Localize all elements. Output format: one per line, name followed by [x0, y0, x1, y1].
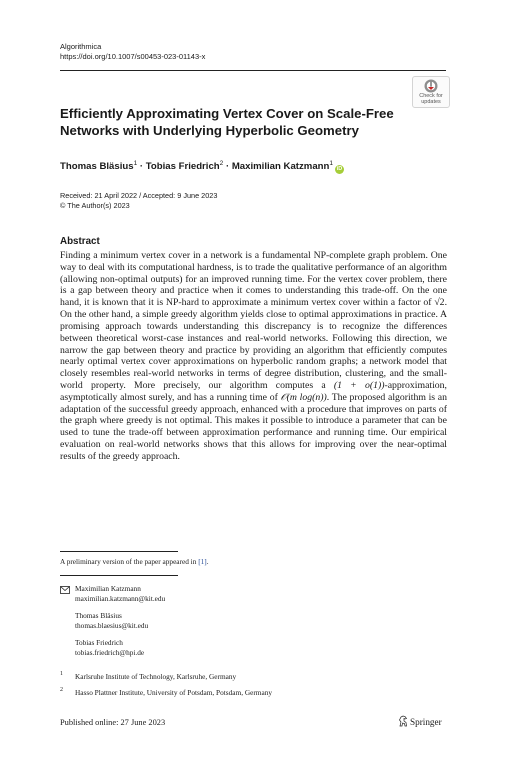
author-name[interactable]: Tobias Friedrich [145, 161, 220, 173]
footnote-rule [60, 551, 178, 552]
orcid-icon[interactable]: iD [336, 166, 343, 173]
springer-horse-icon [398, 715, 408, 727]
author-affiliation-number: 2 [219, 160, 224, 167]
header-rule [60, 70, 446, 71]
contact-name: Thomas Bläsius [75, 611, 122, 620]
author-name[interactable]: Maximilian Katzmann [231, 161, 330, 173]
footnote [60, 557, 209, 567]
affiliation-rule [60, 575, 178, 576]
author-separator: · [137, 161, 146, 173]
badge-line-2: updates [421, 99, 441, 105]
author-name[interactable]: Thomas Bläsius [60, 161, 134, 173]
affiliation-text: Hasso Plattner Institute, University of Potsdam, Potsdam, Germany [75, 688, 272, 697]
affiliation-number: 1 [60, 671, 63, 677]
published-online-date: Published online: 27 June 2023 [60, 718, 166, 727]
envelope-icon [60, 586, 70, 594]
check-for-updates-badge[interactable] [412, 76, 450, 108]
received-accepted-dates: Received: 21 April 2022 / Accepted: 9 June 2023 [60, 191, 218, 200]
author-list [60, 158, 344, 174]
abstract-text-part: Finding a minimum vertex cover in a network is a fundamental NP-complete graph problem. One way to deal with its computational hardness, is to trade the qualitative performance of an algorithm (allowing non-optimal outputs) for an improved running time. For the vertex cover problem, there is a gap between theory and practice when it comes to understanding this trade-off. On the one hand, it is known that it is NP-hard to approximate a minimum vertex cover within a factor of [60, 250, 447, 309]
abstract-text-part: . On the other hand, a simple greedy algorithm yields close to optimal approximations in practice. A promising approach towards understanding this discrepancy is to recognize the differences between theoretical worst-case instances and real-world networks. Following this direction, we narrow the gap between theory and practice by providing an algorithm that efficiently computes nearly optimal vertex cover approximations on hyperbolic random graphs; a network model that closely resembles real-world networks in terms of degree distribution, clustering, and the small-world property. More precisely, our algorithm computes a [60, 297, 447, 391]
contact-email[interactable]: tobias.friedrich@hpi.de [75, 648, 145, 657]
publisher-logo[interactable] [398, 715, 442, 729]
journal-name: Algorithmica [60, 42, 102, 51]
contact-name: Tobias Friedrich [75, 638, 123, 647]
affiliation-text: Karlsruhe Institute of Technology, Karlsruhe, Germany [75, 672, 237, 681]
contact-email[interactable]: thomas.blaesius@kit.edu [75, 621, 149, 630]
badge-line-1: Check for [419, 93, 443, 99]
copyright-notice: © The Author(s) 2023 [60, 201, 130, 210]
abstract-text [60, 250, 447, 463]
footnote-reference-link[interactable]: [1] [198, 557, 207, 566]
check-for-updates-icon [424, 79, 438, 93]
author-affiliation-number: 1 [133, 160, 138, 167]
affiliation-number: 2 [60, 687, 63, 693]
math-inline: 𝒪(m log(n)) [280, 391, 327, 403]
abstract-heading: Abstract [60, 236, 100, 247]
author-separator: · [223, 161, 232, 173]
math-inline: (1 + o(1)) [333, 379, 385, 391]
math-inline: √2 [434, 297, 445, 309]
contact-email[interactable]: maximilian.katzmann@kit.edu [75, 594, 166, 603]
publisher-name: Springer [410, 717, 442, 727]
paper-title: Efficiently Approximating Vertex Cover on Scale-Free Networks with Underlying Hyperbolic Geometry [60, 106, 394, 138]
abstract-text-part: . The proposed algorithm is an adaptation of the successful greedy approach, enhanced with a procedure that improves on parts of the graph where greedy is not optimal. This makes it possible to introduce a parameter that can be used to tune the trade-off between approximation performance and running time. Our empirical evaluation on real-world networks shows that this allows for improving over the near-optimal results of the greedy approach. [60, 391, 448, 462]
contact-name: Maximilian Katzmann [75, 584, 141, 593]
author-affiliation-number: 1 [329, 160, 333, 167]
footnote-text: A preliminary version of the paper appeared in [60, 557, 199, 566]
doi-link[interactable]: https://doi.org/10.1007/s00453-023-01143-x [60, 52, 206, 61]
footnote-end: . [206, 557, 209, 566]
abstract-text-part: -approximation, asymptotically almost surely, and has a running time of [60, 379, 447, 403]
